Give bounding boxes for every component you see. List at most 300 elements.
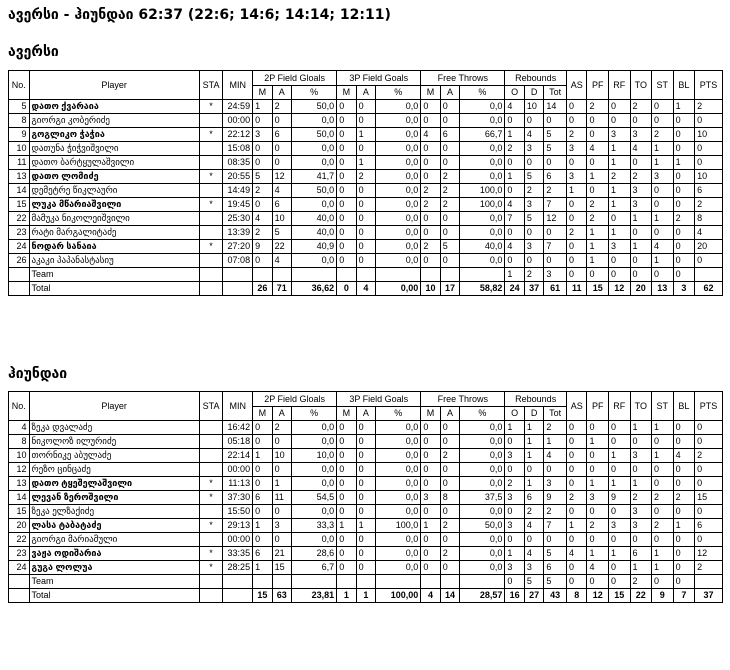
player-row	[9, 449, 723, 463]
cell-to: 0	[630, 156, 652, 170]
cell-3p-a: 0	[356, 421, 375, 435]
cell-as: 0	[566, 212, 587, 226]
sub-a: A	[272, 407, 291, 421]
cell-to: 3	[630, 128, 652, 142]
cell-ft-a: 0	[440, 226, 459, 240]
cell-3p-a: 0	[356, 561, 375, 575]
cell-ft-a: 0	[440, 505, 459, 519]
cell-empty	[337, 575, 356, 589]
cell-bl: 0	[673, 477, 695, 491]
cell-ft-m: 0	[421, 505, 440, 519]
cell-2p-a: 0	[272, 142, 291, 156]
cell-sta: *	[199, 547, 223, 561]
cell-reb-o: 0	[505, 533, 524, 547]
cell-2p-a: 5	[272, 226, 291, 240]
cell-rf: 1	[608, 198, 630, 212]
cell-bl: 0	[673, 561, 695, 575]
total-m3: 0	[337, 282, 356, 296]
col-ft: Free Throws	[421, 392, 505, 407]
cell-pf: 1	[587, 240, 609, 254]
cell-3p-a: 0	[356, 240, 375, 254]
cell-empty	[199, 589, 223, 603]
cell-empty	[460, 268, 505, 282]
team-label: Team	[29, 575, 199, 589]
sub-o: O	[505, 407, 524, 421]
cell-3p-pct: 0,0	[376, 142, 421, 156]
total-rf: 15	[608, 589, 630, 603]
cell-pts: 0	[695, 114, 723, 128]
cell-3p-m: 0	[337, 449, 356, 463]
cell-3p-m: 0	[337, 477, 356, 491]
cell-min: 00:00	[223, 114, 253, 128]
cell-rf: 9	[608, 491, 630, 505]
cell-to: 3	[630, 449, 652, 463]
cell-empty	[223, 575, 253, 589]
cell-ft-a: 6	[440, 128, 459, 142]
cell-3p-a: 0	[356, 477, 375, 491]
cell-min: 07:08	[223, 254, 253, 268]
cell-reb-tot: 6	[544, 561, 567, 575]
sub-pct: %	[460, 86, 505, 100]
cell-bl: 0	[673, 463, 695, 477]
cell-rf: 3	[608, 128, 630, 142]
cell-sta	[199, 449, 223, 463]
cell-pf: 2	[587, 519, 609, 533]
sub-a: A	[272, 86, 291, 100]
cell-no: 5	[9, 100, 30, 114]
cell-to: 0	[630, 254, 652, 268]
cell-3p-pct: 0,0	[376, 547, 421, 561]
cell-ft-pct: 0,0	[460, 547, 505, 561]
cell-ft-a: 2	[440, 519, 459, 533]
cell-2p-pct: 54,5	[292, 491, 337, 505]
cell-sta	[199, 156, 223, 170]
cell-reb-o: 7	[505, 212, 524, 226]
cell-pf: 0	[587, 449, 609, 463]
cell-pts: 20	[695, 240, 723, 254]
cell-reb-d: 1	[524, 449, 543, 463]
cell-pts: 0	[695, 533, 723, 547]
cell-player: თორნიკე აბულაძე	[29, 449, 199, 463]
sub-tot: Tot	[544, 86, 567, 100]
cell-ft-pct: 0,0	[460, 156, 505, 170]
cell-min: 19:45	[223, 198, 253, 212]
player-row	[9, 226, 723, 240]
player-row	[9, 114, 723, 128]
cell-ft-pct: 0,0	[460, 254, 505, 268]
cell-reb-tot: 12	[544, 212, 567, 226]
cell-sta	[199, 254, 223, 268]
cell-st: 0	[652, 114, 674, 128]
player-row	[9, 128, 723, 142]
cell-player: გოგლიკო ჭაჭია	[29, 128, 199, 142]
cell-3p-pct: 0,0	[376, 463, 421, 477]
cell-ft-pct: 0,0	[460, 561, 505, 575]
cell-to: 6	[630, 547, 652, 561]
cell-3p-a: 0	[356, 254, 375, 268]
cell-st: 0	[652, 268, 674, 282]
cell-2p-m: 3	[253, 128, 272, 142]
cell-to: 0	[630, 226, 652, 240]
cell-pf: 0	[587, 156, 609, 170]
cell-reb-tot: 4	[544, 449, 567, 463]
cell-3p-a: 0	[356, 449, 375, 463]
cell-reb-o: 0	[505, 254, 524, 268]
total-a2: 71	[272, 282, 291, 296]
cell-rf: 2	[608, 170, 630, 184]
player-rows	[9, 421, 723, 603]
cell-empty	[292, 575, 337, 589]
cell-as: 0	[566, 240, 587, 254]
cell-pts: 15	[695, 491, 723, 505]
player-row	[9, 463, 723, 477]
cell-to: 0	[630, 533, 652, 547]
cell-min: 25:30	[223, 212, 253, 226]
cell-3p-pct: 0,0	[376, 533, 421, 547]
cell-2p-pct: 0,0	[292, 156, 337, 170]
cell-reb-o: 4	[505, 240, 524, 254]
cell-no: 26	[9, 254, 30, 268]
cell-ft-pct: 40,0	[460, 240, 505, 254]
total-st: 9	[652, 589, 674, 603]
cell-rf: 1	[608, 184, 630, 198]
sub-m: M	[253, 407, 272, 421]
total-mft: 4	[421, 589, 440, 603]
cell-ft-a: 0	[440, 100, 459, 114]
cell-pf: 1	[587, 254, 609, 268]
cell-ft-a: 2	[440, 184, 459, 198]
cell-reb-o: 4	[505, 100, 524, 114]
cell-pf: 4	[587, 142, 609, 156]
sub-a: A	[356, 407, 375, 421]
col-as: AS	[566, 71, 587, 100]
cell-reb-o: 4	[505, 198, 524, 212]
total-a2: 63	[272, 589, 291, 603]
cell-empty	[253, 268, 272, 282]
cell-ft-m: 2	[421, 198, 440, 212]
cell-ft-m: 0	[421, 435, 440, 449]
cell-min: 27:20	[223, 240, 253, 254]
cell-reb-d: 1	[524, 421, 543, 435]
cell-to: 0	[630, 268, 652, 282]
total-aft: 17	[440, 282, 459, 296]
cell-to: 3	[630, 505, 652, 519]
cell-ft-pct: 0,0	[460, 505, 505, 519]
cell-sta: *	[199, 240, 223, 254]
cell-as: 0	[566, 561, 587, 575]
cell-3p-m: 0	[337, 114, 356, 128]
cell-2p-m: 9	[253, 240, 272, 254]
cell-rf: 0	[608, 463, 630, 477]
cell-2p-pct: 6,7	[292, 561, 337, 575]
cell-bl: 0	[673, 268, 695, 282]
cell-reb-tot: 2	[544, 184, 567, 198]
cell-ft-pct: 0,0	[460, 100, 505, 114]
cell-ft-pct: 0,0	[460, 142, 505, 156]
cell-o: 1	[505, 268, 524, 282]
cell-2p-a: 2	[272, 421, 291, 435]
cell-pts: 0	[695, 477, 723, 491]
col-min: MIN	[223, 71, 253, 100]
cell-reb-o: 0	[505, 463, 524, 477]
cell-sta: *	[199, 477, 223, 491]
cell-pts: 0	[695, 505, 723, 519]
sub-pct: %	[376, 407, 421, 421]
cell-ft-a: 2	[440, 170, 459, 184]
total-mft: 10	[421, 282, 440, 296]
cell-player: მამუკა ნიკოლეიშვილი	[29, 212, 199, 226]
total-st: 13	[652, 282, 674, 296]
cell-2p-a: 11	[272, 491, 291, 505]
cell-reb-d: 0	[524, 254, 543, 268]
player-rows	[9, 100, 723, 296]
cell-3p-pct: 0,0	[376, 491, 421, 505]
cell-ft-a: 0	[440, 212, 459, 226]
cell-st: 1	[652, 547, 674, 561]
cell-empty	[199, 282, 223, 296]
cell-2p-a: 0	[272, 435, 291, 449]
cell-rf: 0	[608, 421, 630, 435]
cell-ft-m: 0	[421, 100, 440, 114]
cell-to: 2	[630, 100, 652, 114]
cell-ft-a: 2	[440, 547, 459, 561]
cell-ft-a: 0	[440, 533, 459, 547]
total-as: 8	[566, 589, 587, 603]
cell-2p-a: 6	[272, 198, 291, 212]
cell-pf: 4	[587, 561, 609, 575]
cell-min: 14:49	[223, 184, 253, 198]
cell-2p-a: 2	[272, 100, 291, 114]
cell-3p-a: 0	[356, 547, 375, 561]
cell-sta	[199, 142, 223, 156]
cell-pf: 0	[587, 575, 609, 589]
cell-pf: 1	[587, 547, 609, 561]
col-to: TO	[630, 71, 652, 100]
total-p3: 0,00	[376, 282, 421, 296]
cell-3p-m: 0	[337, 156, 356, 170]
cell-3p-a: 1	[356, 519, 375, 533]
cell-st: 2	[652, 128, 674, 142]
cell-rf: 0	[608, 114, 630, 128]
cell-st: 0	[652, 533, 674, 547]
cell-as: 2	[566, 128, 587, 142]
cell-empty	[199, 268, 223, 282]
cell-reb-d: 4	[524, 128, 543, 142]
cell-2p-m: 6	[253, 547, 272, 561]
cell-pf: 0	[587, 505, 609, 519]
cell-as: 0	[566, 505, 587, 519]
cell-reb-d: 1	[524, 477, 543, 491]
cell-2p-m: 0	[253, 254, 272, 268]
cell-3p-pct: 0,0	[376, 184, 421, 198]
cell-ft-a: 0	[440, 114, 459, 128]
cell-min: 16:42	[223, 421, 253, 435]
cell-ft-pct: 0,0	[460, 435, 505, 449]
cell-reb-tot: 9	[544, 491, 567, 505]
cell-sta	[199, 421, 223, 435]
cell-ft-m: 4	[421, 128, 440, 142]
cell-player: გუგა ლოლუა	[29, 561, 199, 575]
cell-pts: 2	[695, 449, 723, 463]
cell-2p-a: 0	[272, 533, 291, 547]
cell-as: 1	[566, 519, 587, 533]
cell-2p-pct: 0,0	[292, 421, 337, 435]
cell-ft-pct: 0,0	[460, 226, 505, 240]
cell-st: 1	[652, 212, 674, 226]
cell-3p-m: 1	[337, 519, 356, 533]
cell-2p-m: 0	[253, 142, 272, 156]
cell-bl: 0	[673, 533, 695, 547]
cell-no: 15	[9, 505, 30, 519]
cell-pts: 0	[695, 142, 723, 156]
cell-pf: 2	[587, 212, 609, 226]
cell-3p-m: 0	[337, 212, 356, 226]
cell-no: 10	[9, 142, 30, 156]
cell-empty	[376, 575, 421, 589]
cell-2p-m: 0	[253, 421, 272, 435]
cell-reb-tot: 1	[544, 435, 567, 449]
cell-rf: 0	[608, 533, 630, 547]
cell-empty	[223, 282, 253, 296]
cell-ft-m: 0	[421, 114, 440, 128]
team-row	[9, 268, 723, 282]
total-m3: 1	[337, 589, 356, 603]
sub-pct: %	[292, 86, 337, 100]
cell-min: 33:35	[223, 547, 253, 561]
cell-2p-a: 0	[272, 114, 291, 128]
total-to: 20	[630, 282, 652, 296]
total-row	[9, 282, 723, 296]
cell-as: 0	[566, 100, 587, 114]
cell-reb-tot: 7	[544, 519, 567, 533]
cell-st: 0	[652, 477, 674, 491]
cell-reb-o: 2	[505, 142, 524, 156]
total-a3: 4	[356, 282, 375, 296]
cell-as: 0	[566, 463, 587, 477]
cell-player: დემეტრე წიკლაური	[29, 184, 199, 198]
cell-no: 13	[9, 170, 30, 184]
cell-empty	[421, 268, 440, 282]
cell-empty	[223, 268, 253, 282]
col-pts: PTS	[695, 392, 723, 421]
cell-min: 05:18	[223, 435, 253, 449]
cell-reb-d: 3	[524, 142, 543, 156]
cell-player: დათო ლომიძე	[29, 170, 199, 184]
cell-as: 0	[566, 575, 587, 589]
cell-pf: 2	[587, 100, 609, 114]
cell-ft-a: 0	[440, 561, 459, 575]
cell-ft-m: 1	[421, 519, 440, 533]
cell-2p-pct: 0,0	[292, 198, 337, 212]
col-sta: STA	[199, 392, 223, 421]
cell-sta: *	[199, 561, 223, 575]
cell-ft-a: 0	[440, 254, 459, 268]
col-as: AS	[566, 392, 587, 421]
total-pf: 12	[587, 589, 609, 603]
cell-pf: 2	[587, 198, 609, 212]
cell-st: 0	[652, 575, 674, 589]
cell-ft-a: 2	[440, 198, 459, 212]
cell-2p-a: 4	[272, 184, 291, 198]
cell-as: 0	[566, 435, 587, 449]
cell-d: 2	[524, 268, 543, 282]
col-3p: 3P Field Goals	[337, 71, 421, 86]
cell-reb-d: 3	[524, 240, 543, 254]
col-to: TO	[630, 392, 652, 421]
cell-rf: 1	[608, 142, 630, 156]
cell-reb-d: 4	[524, 547, 543, 561]
cell-min: 08:35	[223, 156, 253, 170]
cell-sta	[199, 114, 223, 128]
cell-as: 3	[566, 170, 587, 184]
col-sta: STA	[199, 71, 223, 100]
cell-reb-o: 3	[505, 519, 524, 533]
cell-player: ზეკა დვალაძე	[29, 421, 199, 435]
player-row	[9, 142, 723, 156]
cell-tot: 5	[544, 575, 567, 589]
cell-3p-a: 0	[356, 100, 375, 114]
cell-ft-m: 0	[421, 449, 440, 463]
cell-2p-pct: 50,0	[292, 100, 337, 114]
cell-2p-m: 0	[253, 156, 272, 170]
col-st: ST	[652, 71, 674, 100]
player-row	[9, 505, 723, 519]
cell-ft-m: 0	[421, 547, 440, 561]
total-d: 37	[524, 282, 543, 296]
cell-empty	[440, 575, 459, 589]
cell-no: 9	[9, 128, 30, 142]
cell-3p-pct: 0,0	[376, 128, 421, 142]
cell-reb-tot: 5	[544, 142, 567, 156]
cell-3p-pct: 0,0	[376, 561, 421, 575]
cell-st: 0	[652, 505, 674, 519]
cell-2p-pct: 0,0	[292, 114, 337, 128]
cell-reb-o: 0	[505, 184, 524, 198]
cell-2p-a: 0	[272, 505, 291, 519]
cell-reb-tot: 5	[544, 128, 567, 142]
cell-st: 2	[652, 519, 674, 533]
cell-empty	[223, 589, 253, 603]
cell-reb-o: 2	[505, 477, 524, 491]
cell-st: 4	[652, 240, 674, 254]
cell-sta	[199, 435, 223, 449]
cell-no: 15	[9, 198, 30, 212]
cell-no: 8	[9, 114, 30, 128]
cell-pts: 10	[695, 170, 723, 184]
cell-ft-a: 0	[440, 463, 459, 477]
cell-rf: 0	[608, 505, 630, 519]
cell-3p-pct: 0,0	[376, 212, 421, 226]
cell-to: 3	[630, 198, 652, 212]
cell-3p-m: 0	[337, 254, 356, 268]
team-label: Team	[29, 268, 199, 282]
cell-min: 00:00	[223, 533, 253, 547]
total-label: Total	[29, 282, 199, 296]
cell-3p-m: 0	[337, 128, 356, 142]
col-rf: RF	[608, 392, 630, 421]
cell-st: 3	[652, 170, 674, 184]
sub-m: M	[337, 407, 356, 421]
cell-3p-pct: 0,0	[376, 435, 421, 449]
cell-pts: 8	[695, 212, 723, 226]
total-as: 11	[566, 282, 587, 296]
total-m2: 26	[253, 282, 272, 296]
cell-ft-pct: 50,0	[460, 519, 505, 533]
cell-bl: 0	[673, 142, 695, 156]
cell-reb-o: 0	[505, 505, 524, 519]
player-row	[9, 491, 723, 505]
cell-to: 0	[630, 435, 652, 449]
